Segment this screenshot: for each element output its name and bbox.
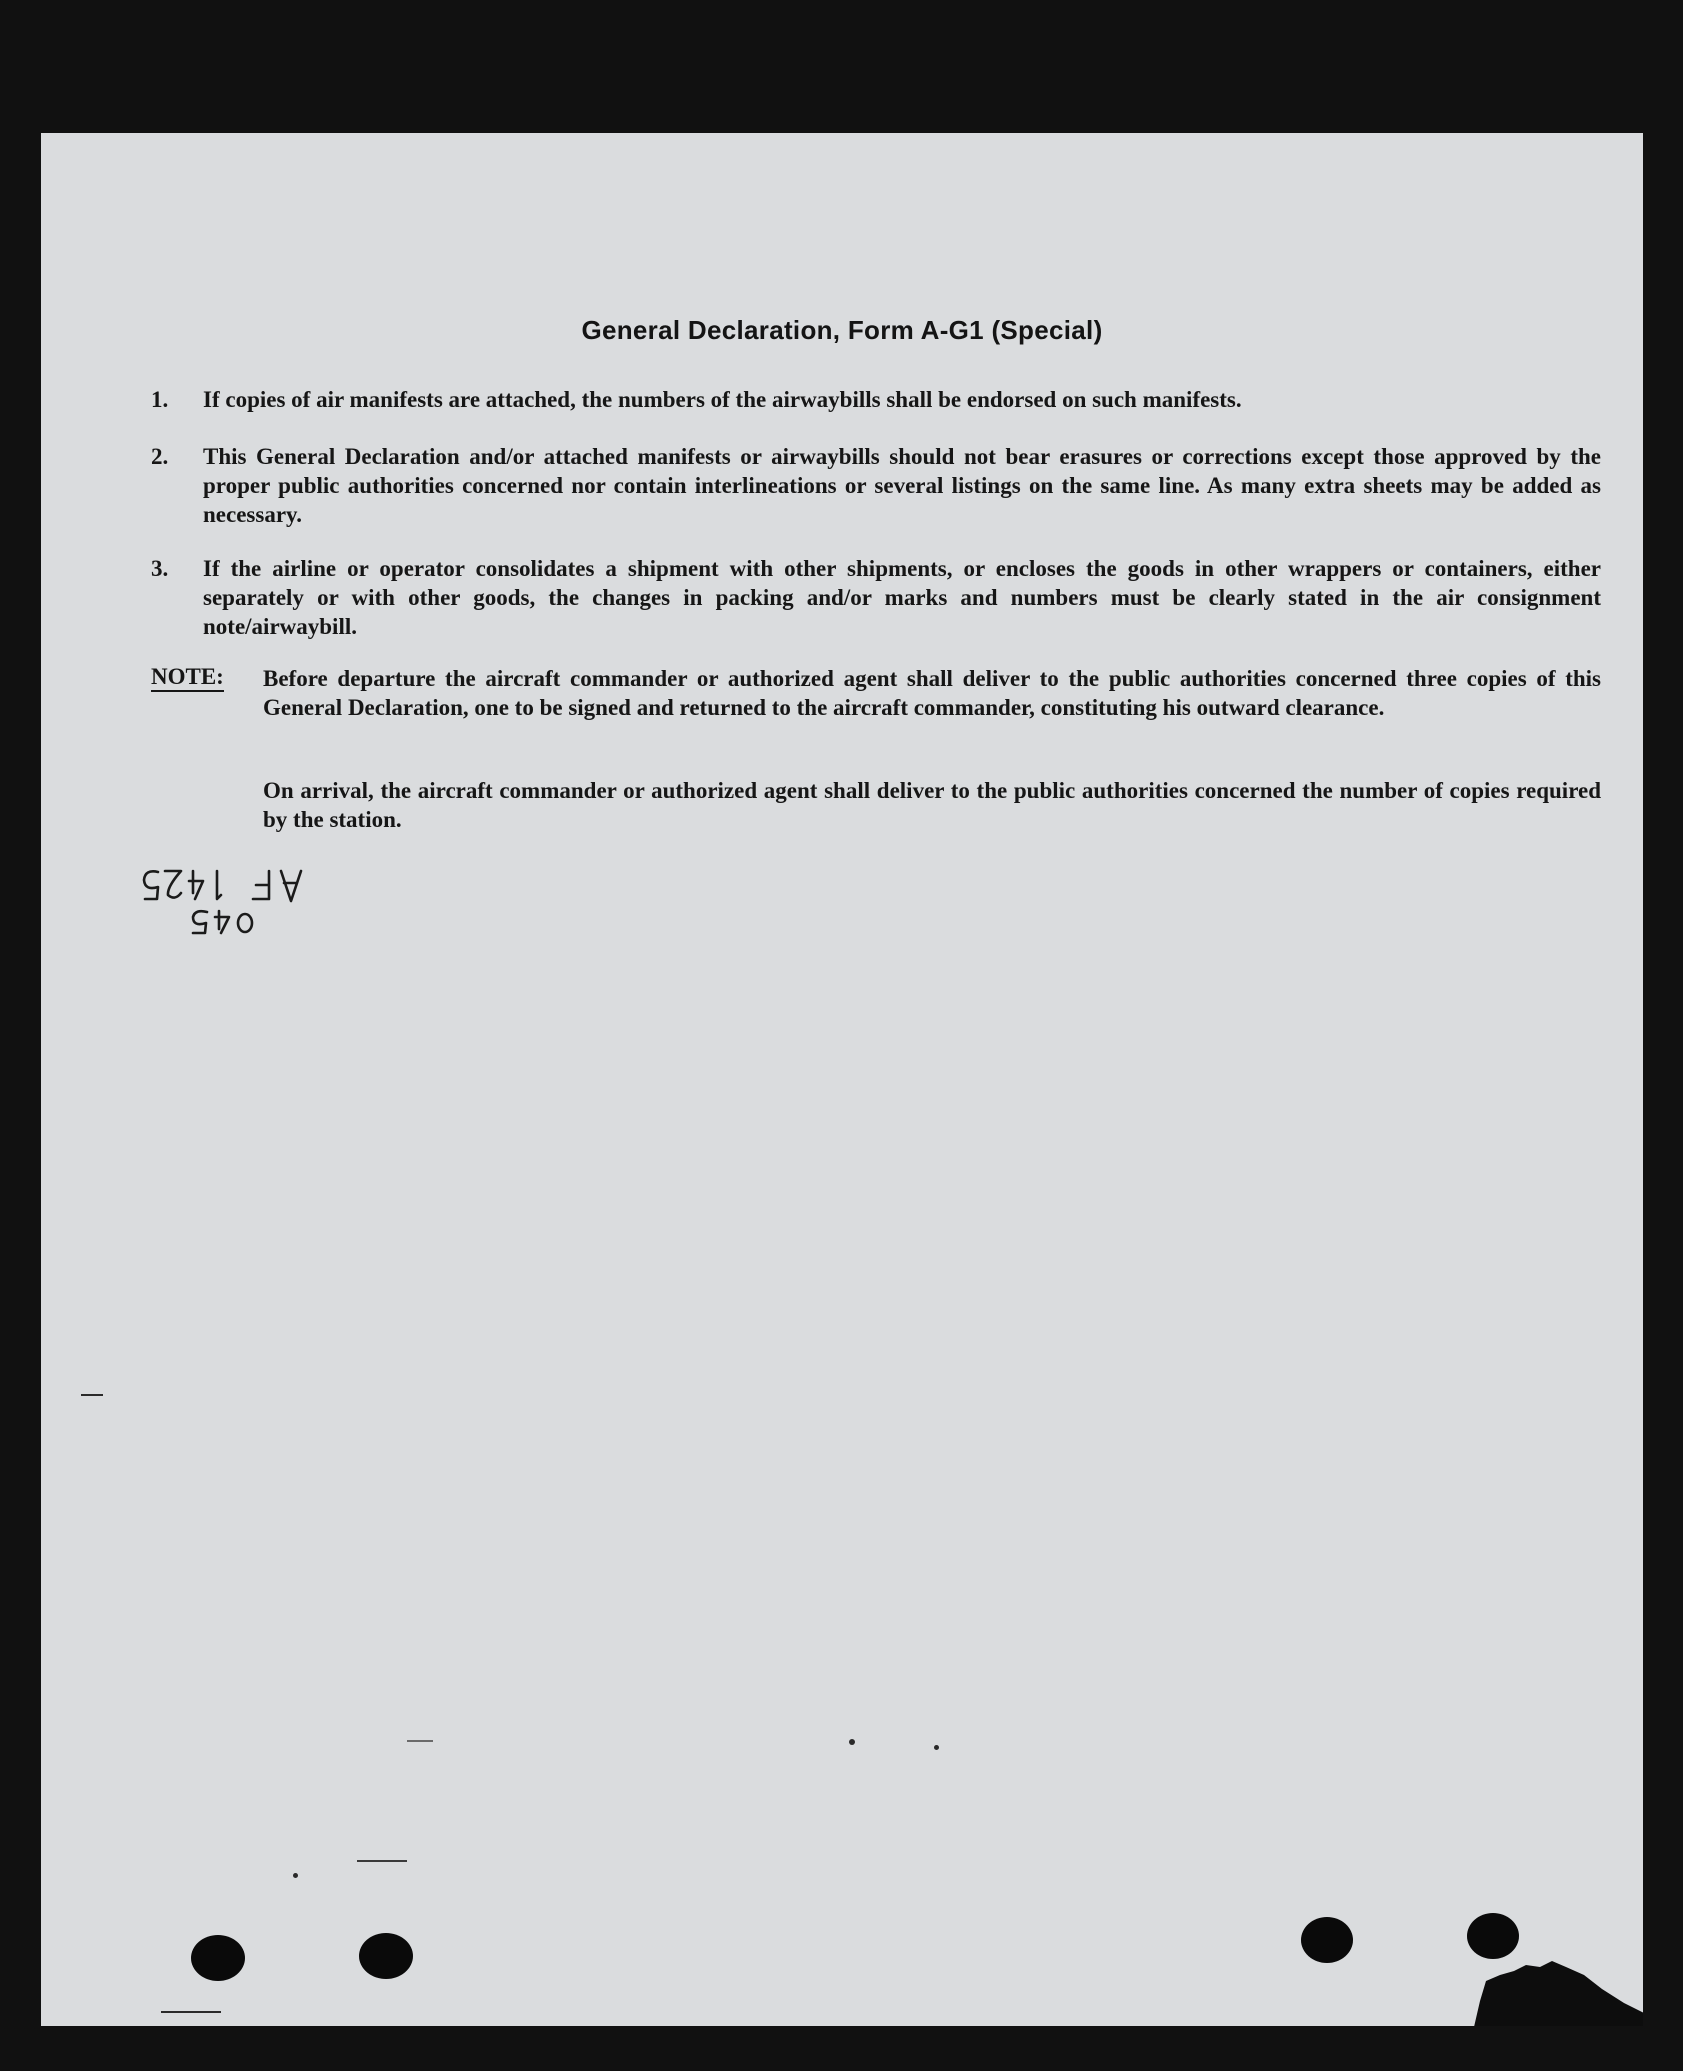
speck	[161, 2011, 221, 2013]
document-title: General Declaration, Form A-G1 (Special)	[581, 315, 1103, 345]
list-item-2	[151, 442, 1601, 529]
note-label: NOTE:	[151, 663, 224, 692]
speck	[293, 1873, 298, 1878]
torn-corner	[1474, 1931, 1643, 2026]
document-page	[41, 133, 1643, 2026]
handwritten-annotation	[101, 843, 341, 943]
list-item-text: If copies of air manifests are attached, the numbers of the airwaybills shall be endorsed on such manifests.	[203, 387, 1242, 412]
list-item-number: 1.	[151, 387, 169, 412]
note-paragraph-1: Before departure the aircraft commander or authorized agent shall deliver to the public authorities concerned three copies of this General Declaration, one to be signed and returned to the aircraft commander, constituting his outward clearance.	[263, 666, 1601, 720]
punch-hole	[1301, 1917, 1353, 1963]
speck	[849, 1739, 855, 1745]
punch-hole	[191, 1935, 245, 1981]
list-item-3	[151, 554, 1601, 641]
list-item-number: 2.	[151, 444, 169, 469]
list-item-number: 3.	[151, 556, 169, 581]
note-paragraph-2: On arrival, the aircraft commander or authorized agent shall deliver to the public authorities concerned the number of copies required by the station.	[263, 778, 1601, 832]
speck	[407, 1740, 433, 1742]
list-item-1	[151, 385, 1601, 414]
speck	[934, 1745, 939, 1750]
speck	[81, 1394, 103, 1396]
list-item-text: If the airline or operator consolidates a shipment with other shipments, or encloses the goods in other wrappers or containers, either separately or with other goods, the changes in packing and/or marks and numbers must be clearly stated in the air consignment note/airwaybill.	[203, 556, 1601, 639]
list-item-text: This General Declaration and/or attached manifests or airwaybills should not bear erasures or corrections except those approved by the proper public authorities concerned nor contain interlineations or several listings on the same line. As many extra sheets may be added as necessary.	[203, 444, 1601, 527]
speck	[357, 1860, 407, 1862]
punch-hole	[359, 1933, 413, 1979]
